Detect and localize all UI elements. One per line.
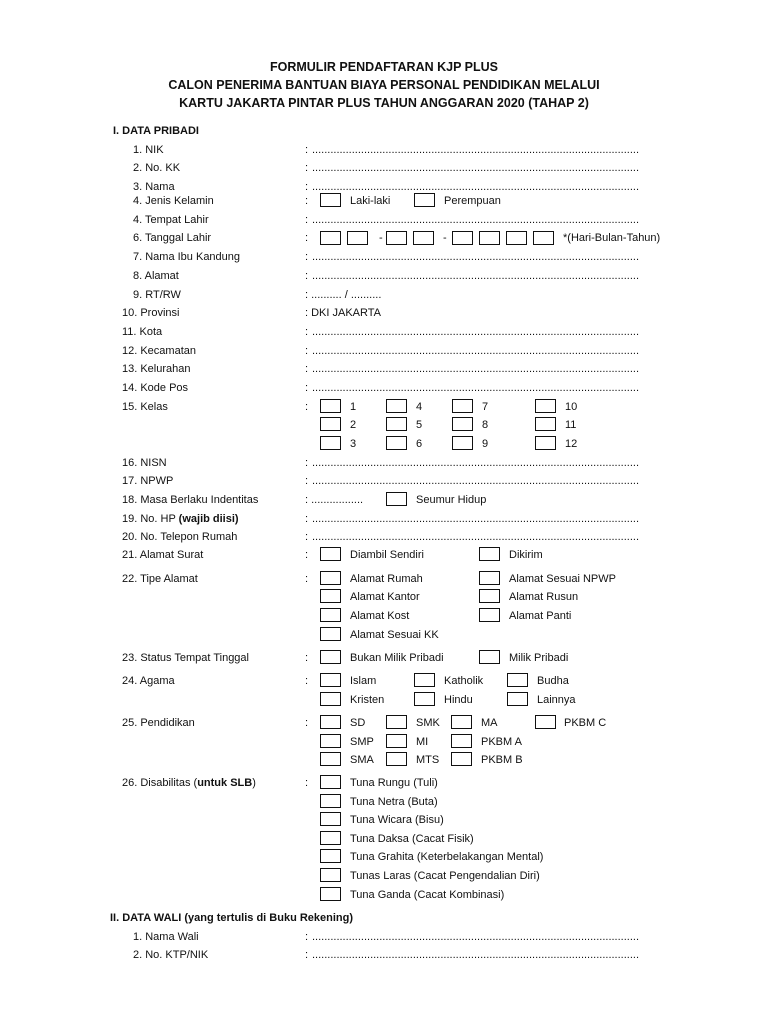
option-pend-9: PKBM B: [481, 754, 523, 766]
label-disabilitas: 26. Disabilitas (untuk SLB): [122, 777, 256, 789]
checkbox-disabilitas-6[interactable]: [320, 887, 341, 901]
checkbox-bukan-milik-pribadi[interactable]: [320, 650, 341, 664]
label-alamat: 8. Alamat: [133, 270, 179, 282]
colon: :: [305, 549, 309, 561]
label-jenis-kelamin: 4. Jenis Kelamin: [133, 195, 214, 207]
checkbox-agama-4[interactable]: [414, 692, 435, 706]
label-no-telepon-rumah: 20. No. Telepon Rumah: [122, 531, 238, 543]
label-nama: 3. Nama: [133, 181, 175, 193]
dob-year-digit-1[interactable]: [452, 231, 473, 245]
option-kelas-5: 5: [416, 419, 423, 431]
checkbox-tipe-2[interactable]: [320, 589, 341, 603]
option-kelas-10: 9: [482, 438, 489, 450]
label-kelas: 15. Kelas: [122, 401, 168, 413]
option-tipe-5: Alamat Panti: [509, 610, 572, 622]
label-kelurahan: 13. Kelurahan: [122, 363, 191, 375]
checkbox-kelas-1[interactable]: [386, 399, 407, 413]
checkbox-tipe-6[interactable]: [320, 627, 341, 641]
label-wajib-diisi: (wajib diisi): [178, 513, 239, 525]
colon: :: [305, 345, 309, 357]
checkbox-disabilitas-2[interactable]: [320, 812, 341, 826]
option-tipe-3: Alamat Rusun: [509, 591, 579, 603]
checkbox-tipe-5[interactable]: [479, 608, 500, 622]
alamat-field[interactable]: ...........................................................................................................: [312, 270, 640, 282]
option-kelas-7: 11: [565, 419, 577, 431]
label-npwp: 17. NPWP: [122, 475, 174, 487]
checkbox-kelas-8[interactable]: [320, 436, 341, 450]
option-seumur-hidup: Seumur Hidup: [416, 494, 487, 506]
colon: :: [305, 251, 309, 263]
colon: :: [305, 382, 309, 394]
label-tipe-alamat: 22. Tipe Alamat: [122, 573, 198, 585]
label-no-kk: 2. No. KK: [133, 162, 181, 174]
kecamatan-field[interactable]: ...........................................................................................................: [312, 345, 640, 357]
checkbox-kelas-11[interactable]: [535, 436, 556, 450]
option-disabilitas-5: Tunas Laras (Cacat Pengendalian Diri): [350, 870, 540, 882]
option-laki-laki: Laki-laki: [350, 195, 391, 207]
checkbox-kelas-10[interactable]: [452, 436, 473, 450]
option-tipe-4: Alamat Kost: [350, 610, 410, 622]
nik-field[interactable]: ...........................................................................................................: [312, 144, 640, 156]
no-ktp-nik-field[interactable]: ...........................................................................................................: [312, 949, 640, 961]
colon: :: [305, 232, 309, 244]
checkbox-dikirim[interactable]: [479, 547, 500, 561]
checkbox-agama-2[interactable]: [507, 673, 528, 687]
option-kelas-2: 7: [482, 401, 489, 413]
option-pend-0: SD: [350, 717, 366, 729]
no-hp-field[interactable]: ...........................................................................................................: [312, 513, 640, 525]
checkbox-kelas-5[interactable]: [386, 417, 407, 431]
option-kelas-0: 1: [350, 401, 357, 413]
option-tipe-1: Alamat Sesuai NPWP: [509, 573, 616, 585]
colon: :: [305, 457, 309, 469]
rt-rw-field[interactable]: : .......... / ..........: [305, 289, 382, 301]
option-kelas-11: 12: [565, 438, 578, 450]
colon: :: [305, 513, 309, 525]
label-kode-pos: 14. Kode Pos: [122, 382, 189, 394]
dob-day-digit-1[interactable]: [320, 231, 341, 245]
label-rt-rw: 9. RT/RW: [133, 289, 181, 301]
option-disabilitas-4: Tuna Grahita (Keterbelakangan Mental): [350, 851, 544, 863]
option-disabilitas-3: Tuna Daksa (Cacat Fisik): [350, 833, 474, 845]
label-pendidikan: 25. Pendidikan: [122, 717, 195, 729]
option-agama-5: Lainnya: [537, 694, 576, 706]
label-provinsi: 10. Provinsi: [122, 307, 180, 319]
option-tipe-2: Alamat Kantor: [350, 591, 420, 603]
checkbox-agama-3[interactable]: [320, 692, 341, 706]
provinsi-value: : DKI JAKARTA: [305, 307, 382, 319]
checkbox-perempuan[interactable]: [414, 193, 435, 207]
label-nama-wali: 1. Nama Wali: [133, 931, 199, 943]
label-tanggal-lahir: 6. Tanggal Lahir: [133, 232, 212, 244]
checkbox-diambil-sendiri[interactable]: [320, 547, 341, 561]
label-agama: 24. Agama: [122, 675, 175, 687]
label-nik: 1. NIK: [133, 144, 164, 156]
dob-dash: -: [443, 232, 447, 244]
checkbox-kelas-9[interactable]: [386, 436, 407, 450]
option-milik-pribadi: Milik Pribadi: [509, 652, 569, 664]
option-disabilitas-1: Tuna Netra (Buta): [350, 796, 438, 808]
option-agama-0: Islam: [350, 675, 377, 687]
colon: :: [305, 270, 309, 282]
option-tipe-0: Alamat Rumah: [350, 573, 423, 585]
checkbox-pend-8[interactable]: [386, 752, 407, 766]
colon: :: [305, 475, 309, 487]
label-masa-berlaku: 18. Masa Berlaku Indentitas: [122, 494, 259, 506]
kode-pos-field[interactable]: ...........................................................................................................: [312, 382, 640, 394]
option-disabilitas-0: Tuna Rungu (Tuli): [350, 777, 438, 789]
checkbox-disabilitas-4[interactable]: [320, 849, 341, 863]
label-alamat-surat: 21. Alamat Surat: [122, 549, 204, 561]
checkbox-kelas-7[interactable]: [535, 417, 556, 431]
colon: :: [305, 195, 309, 207]
no-kk-field[interactable]: ...........................................................................................................: [312, 162, 640, 174]
section-data-pribadi-heading: I. DATA PRIBADI: [113, 125, 199, 137]
option-agama-2: Budha: [537, 675, 569, 687]
label-nama-ibu-kandung: 7. Nama Ibu Kandung: [133, 251, 241, 263]
option-kelas-4: 2: [350, 419, 357, 431]
checkbox-disabilitas-1[interactable]: [320, 794, 341, 808]
checkbox-pend-7[interactable]: [320, 752, 341, 766]
colon: :: [305, 675, 309, 687]
checkbox-seumur-hidup[interactable]: [386, 492, 407, 506]
option-pend-4: SMP: [350, 736, 374, 748]
option-pend-7: SMA: [350, 754, 374, 766]
checkbox-kelas-2[interactable]: [452, 399, 473, 413]
colon: :: [305, 777, 309, 789]
checkbox-laki-laki[interactable]: [320, 193, 341, 207]
checkbox-pend-2[interactable]: [451, 715, 472, 729]
nama-ibu-kandung-field[interactable]: ...........................................................................................................: [312, 251, 640, 263]
option-pend-1: SMK: [416, 717, 440, 729]
checkbox-kelas-6[interactable]: [452, 417, 473, 431]
checkbox-pend-6[interactable]: [451, 734, 472, 748]
checkbox-pend-5[interactable]: [386, 734, 407, 748]
dob-month-digit-1[interactable]: [386, 231, 407, 245]
dob-format-note: *(Hari-Bulan-Tahun): [563, 232, 661, 244]
checkbox-tipe-4[interactable]: [320, 608, 341, 622]
checkbox-agama-0[interactable]: [320, 673, 341, 687]
dob-month-digit-2[interactable]: [413, 231, 434, 245]
option-disabilitas-2: Tuna Wicara (Bisu): [350, 814, 444, 826]
option-diambil-sendiri: Diambil Sendiri: [350, 549, 424, 561]
checkbox-pend-9[interactable]: [451, 752, 472, 766]
option-pend-8: MTS: [416, 754, 440, 766]
colon: :: [305, 949, 309, 961]
option-agama-1: Katholik: [444, 675, 484, 687]
checkbox-tipe-1[interactable]: [479, 571, 500, 585]
checkbox-pend-3[interactable]: [535, 715, 556, 729]
label-kota: 11. Kota: [122, 326, 163, 338]
option-perempuan: Perempuan: [444, 195, 501, 207]
label-kecamatan: 12. Kecamatan: [122, 345, 196, 357]
colon: :: [305, 401, 309, 413]
checkbox-milik-pribadi[interactable]: [479, 650, 500, 664]
dob-year-digit-4[interactable]: [533, 231, 554, 245]
checkbox-kelas-3[interactable]: [535, 399, 556, 413]
kelurahan-field[interactable]: ...........................................................................................................: [312, 363, 640, 375]
npwp-field[interactable]: ...........................................................................................................: [312, 475, 640, 487]
option-dikirim: Dikirim: [509, 549, 543, 561]
masa-berlaku-field[interactable]: : .................: [305, 494, 364, 506]
option-kelas-1: 4: [416, 401, 423, 413]
checkbox-pend-1[interactable]: [386, 715, 407, 729]
colon: :: [305, 652, 309, 664]
no-telepon-rumah-field[interactable]: ...........................................................................................................: [312, 531, 640, 543]
dob-year-digit-2[interactable]: [479, 231, 500, 245]
tempat-lahir-field[interactable]: ...........................................................................................................: [312, 214, 640, 226]
label-tempat-lahir: 4. Tempat Lahir: [133, 214, 209, 226]
label-status-tempat-tinggal: 23. Status Tempat Tinggal: [122, 652, 249, 664]
section-data-wali-heading: II. DATA WALI (yang tertulis di Buku Rekening): [110, 912, 354, 924]
option-kelas-3: 10: [565, 401, 578, 413]
nama-wali-field[interactable]: ...........................................................................................................: [312, 931, 640, 943]
checkbox-disabilitas-0[interactable]: [320, 775, 341, 789]
colon: :: [305, 573, 309, 585]
colon: :: [305, 162, 309, 174]
option-pend-2: MA: [481, 717, 498, 729]
form-subtitle-1: CALON PENERIMA BANTUAN BIAYA PERSONAL PENDIDIKAN MELALUI: [168, 78, 600, 92]
checkbox-pend-0[interactable]: [320, 715, 341, 729]
checkbox-kelas-4[interactable]: [320, 417, 341, 431]
option-pend-6: PKBM A: [481, 736, 522, 748]
nisn-field[interactable]: ...........................................................................................................: [312, 457, 640, 469]
checkbox-tipe-0[interactable]: [320, 571, 341, 585]
option-agama-4: Hindu: [444, 694, 473, 706]
colon: :: [305, 931, 309, 943]
colon: :: [305, 181, 309, 193]
form-title: FORMULIR PENDAFTARAN KJP PLUS: [269, 60, 498, 74]
colon: :: [305, 717, 309, 729]
checkbox-pend-4[interactable]: [320, 734, 341, 748]
nama-field[interactable]: ...........................................................................................................: [312, 181, 640, 193]
option-disabilitas-6: Tuna Ganda (Cacat Kombinasi): [350, 889, 505, 901]
checkbox-disabilitas-3[interactable]: [320, 831, 341, 845]
checkbox-tipe-3[interactable]: [479, 589, 500, 603]
option-pend-5: MI: [416, 736, 429, 748]
checkbox-agama-5[interactable]: [507, 692, 528, 706]
colon: :: [305, 214, 309, 226]
colon: :: [305, 144, 309, 156]
option-kelas-6: 8: [482, 419, 489, 431]
label-no-ktp-nik: 2. No. KTP/NIK: [133, 949, 209, 961]
label-no-hp: 19. No. HP (wajib diisi): [122, 513, 239, 525]
checkbox-kelas-0[interactable]: [320, 399, 341, 413]
option-bukan-milik-pribadi: Bukan Milik Pribadi: [350, 652, 444, 664]
label-untuk-slb: untuk SLB: [197, 777, 253, 789]
label-nisn: 16. NISN: [122, 457, 167, 469]
colon: :: [305, 363, 309, 375]
dob-day-digit-2[interactable]: [347, 231, 368, 245]
option-kelas-9: 6: [416, 438, 423, 450]
option-kelas-8: 3: [350, 438, 357, 450]
form-subtitle-2: KARTU JAKARTA PINTAR PLUS TAHUN ANGGARAN 2020 (TAHAP 2): [179, 96, 589, 110]
kota-field[interactable]: ...........................................................................................................: [312, 326, 640, 338]
colon: :: [305, 531, 309, 543]
checkbox-disabilitas-5[interactable]: [320, 868, 341, 882]
option-agama-3: Kristen: [350, 694, 385, 706]
option-pend-3: PKBM C: [564, 717, 607, 729]
option-tipe-6: Alamat Sesuai KK: [350, 629, 439, 641]
colon: :: [305, 326, 309, 338]
dob-dash: -: [379, 232, 383, 244]
dob-year-digit-3[interactable]: [506, 231, 527, 245]
checkbox-agama-1[interactable]: [414, 673, 435, 687]
